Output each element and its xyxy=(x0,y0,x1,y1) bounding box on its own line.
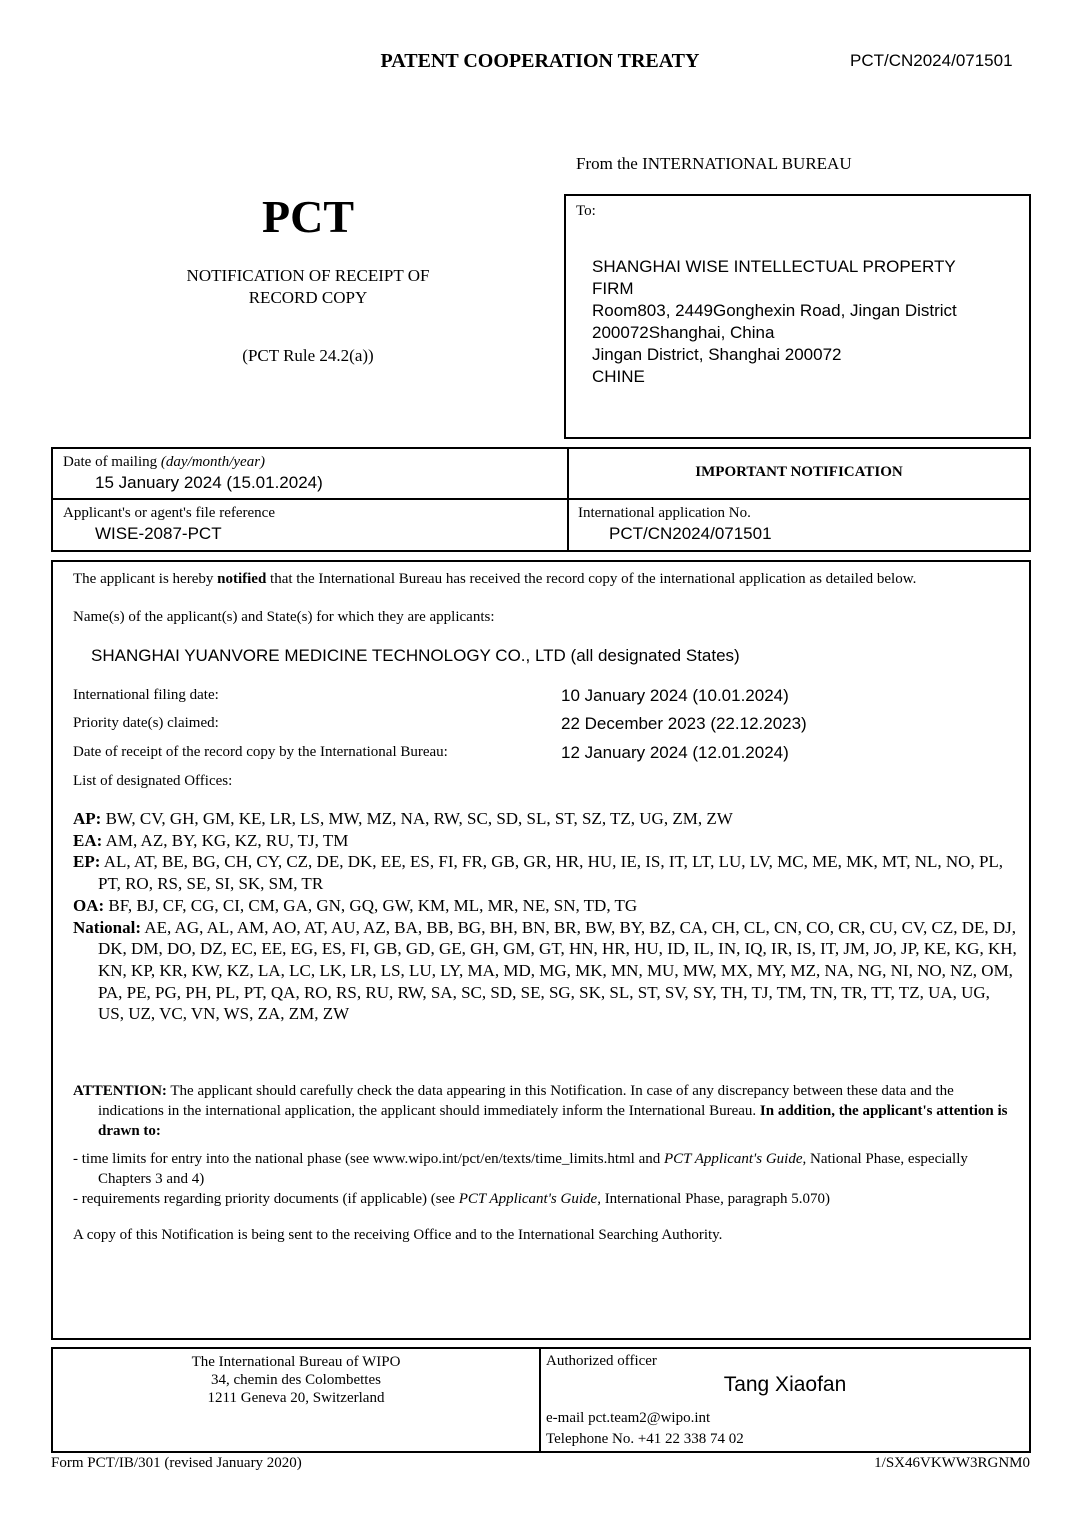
officer-name: Tang Xiaofan xyxy=(723,1373,847,1396)
grid-horizontal-divider xyxy=(53,498,1029,500)
header-doc-number: PCT/CN2024/071501 xyxy=(850,51,1013,70)
office-row: EP: AL, AT, BE, BG, CH, CY, CZ, DE, DK, EE, ES, FI, FR, GB, GR, HR, HU, IE, IS, IT, LT, LU, LV, MC, ME, MK, MT, NL, NO, PL, PT, RO, RS, SE, SI, SK, SM, TR xyxy=(73,852,1004,894)
footer-box xyxy=(51,1347,1031,1453)
app-no-label: International application No. xyxy=(578,505,751,521)
app-no-value: PCT/CN2024/071501 xyxy=(609,524,772,543)
address-line: FIRM xyxy=(592,279,634,298)
from-line: From the INTERNATIONAL BUREAU xyxy=(576,154,852,173)
notification-title xyxy=(52,265,564,309)
to-box xyxy=(564,194,1031,439)
pct-rule: (PCT Rule 24.2(a)) xyxy=(242,346,374,365)
address-line: Room803, 2449Gonghexin Road, Jingan District xyxy=(592,301,957,320)
office-row: AP: BW, CV, GH, GM, KE, LR, LS, MW, MZ, NA, RW, SC, SD, SL, ST, SZ, TZ, UG, ZM, ZW xyxy=(73,809,733,828)
file-ref-label: Applicant's or agent's file reference xyxy=(63,505,275,521)
intro-text: The applicant is hereby notified that the International Bureau has received the record copy of the international application as detailed below. xyxy=(73,571,917,587)
file-ref-value: WISE-2087-PCT xyxy=(95,524,222,543)
applicants-label: Name(s) of the applicant(s) and State(s) for which they are applicants: xyxy=(73,609,495,625)
info-grid xyxy=(51,447,1031,552)
to-label: To: xyxy=(576,203,596,219)
form-id: Form PCT/IB/301 (revised January 2020) xyxy=(51,1455,302,1471)
applicant-name: SHANGHAI YUANVORE MEDICINE TECHNOLOGY CO., LTD (all designated States) xyxy=(91,646,740,665)
notification-title-line1: NOTIFICATION OF RECEIPT OF xyxy=(186,266,430,285)
copy-note: A copy of this Notification is being sent to the receiving Office and to the International Searching Authority. xyxy=(73,1227,723,1243)
officer-phone: Telephone No. +41 22 338 74 02 xyxy=(546,1431,744,1447)
designated-label: List of designated Offices: xyxy=(73,773,233,789)
office-row: EA: AM, AZ, BY, KG, KZ, RU, TJ, TM xyxy=(73,830,349,850)
filing-date-value: 10 January 2024 (10.01.2024) xyxy=(561,686,789,705)
priority-value: 22 December 2023 (22.12.2023) xyxy=(561,714,807,733)
officer-label: Authorized officer xyxy=(546,1353,657,1369)
address-line: Jingan District, Shanghai 200072 xyxy=(592,345,842,364)
filing-date-label: International filing date: xyxy=(73,687,219,703)
treaty-title: PATENT COOPERATION TREATY xyxy=(380,50,700,72)
important-notification: IMPORTANT NOTIFICATION xyxy=(695,464,903,480)
footer-divider xyxy=(539,1349,541,1451)
main-box xyxy=(51,560,1031,1340)
mailing-label: Date of mailing (day/month/year) xyxy=(63,454,266,470)
addressee xyxy=(592,256,957,388)
bullet-time-limits: - time limits for entry into the national phase (see www.wipo.int/pct/en/texts/time_limits.html and PCT Applicant's Guide, National Phase, especially Chapters 3 and 4) xyxy=(73,1151,968,1187)
pct-logo: PCT xyxy=(262,191,354,242)
address-line: 200072Shanghai, China xyxy=(592,323,775,342)
officer-email: e-mail pct.team2@wipo.int xyxy=(546,1410,711,1426)
office-row: National: AE, AG, AL, AM, AO, AT, AU, AZ, BA, BB, BG, BH, BN, BR, BW, BY, BZ, CA, CH, CL, CN, CO, CR, CU, CV, CZ, DE, DJ, DK, DM, DO, DZ, EC, EE, EG, ES, FI, GB, GD, GE, GH, GM, GT, HN, HR, HU, ID, IL, IN, IQ, IR, IS, IT, JM, JO, JP, KE, KG, KH, KN, KP, KR, KW, KZ, LA, LC, LK, LR, LS, LU, LY, MA, MD, MG, MK, MN, MU, MW, MX, MY, MZ, NA, NG, NI, NO, NZ, OM, PA, PE, PG, PH, PL, PT, QA, RO, RS, RU, RW, SA, SC, SD, SE, SG, SK, SL, ST, SV, SY, TH, TJ, TM, TN, TR, TT, TZ, UA, UG, US, UZ, VC, VN, WS, ZA, ZM, ZW xyxy=(73,917,1017,1024)
designated-offices xyxy=(73,808,1018,1025)
attention-paragraph: ATTENTION: The applicant should carefully check the data appearing in this Notification. In case of any discrepancy between these data and the indications in the international application, the applicant should immediately inform the International Bureau. In addition, the applicant's attention is drawn to: xyxy=(73,1083,1008,1139)
receipt-label: Date of receipt of the record copy by the International Bureau: xyxy=(73,744,448,760)
address-line: CHINE xyxy=(592,367,645,386)
bureau-address: The International Bureau of WIPO 34, chemin des Colombettes 1211 Geneva 20, Switzerland xyxy=(191,1354,401,1406)
doc-code: 1/SX46VKWW3RGNM0 xyxy=(874,1455,1030,1471)
notification-title-line2: RECORD COPY xyxy=(248,288,368,307)
receipt-value: 12 January 2024 (12.01.2024) xyxy=(561,743,789,762)
office-row: OA: BF, BJ, CF, CG, CI, CM, GA, GN, GQ, GW, KM, ML, MR, NE, SN, TD, TG xyxy=(73,895,638,915)
mailing-date: 15 January 2024 (15.01.2024) xyxy=(95,473,323,492)
bullet-priority-docs: - requirements regarding priority documents (if applicable) (see PCT Applicant's Guide, International Phase, paragraph 5.070) xyxy=(73,1191,831,1207)
address-line: SHANGHAI WISE INTELLECTUAL PROPERTY xyxy=(592,257,956,276)
priority-label: Priority date(s) claimed: xyxy=(73,715,219,731)
